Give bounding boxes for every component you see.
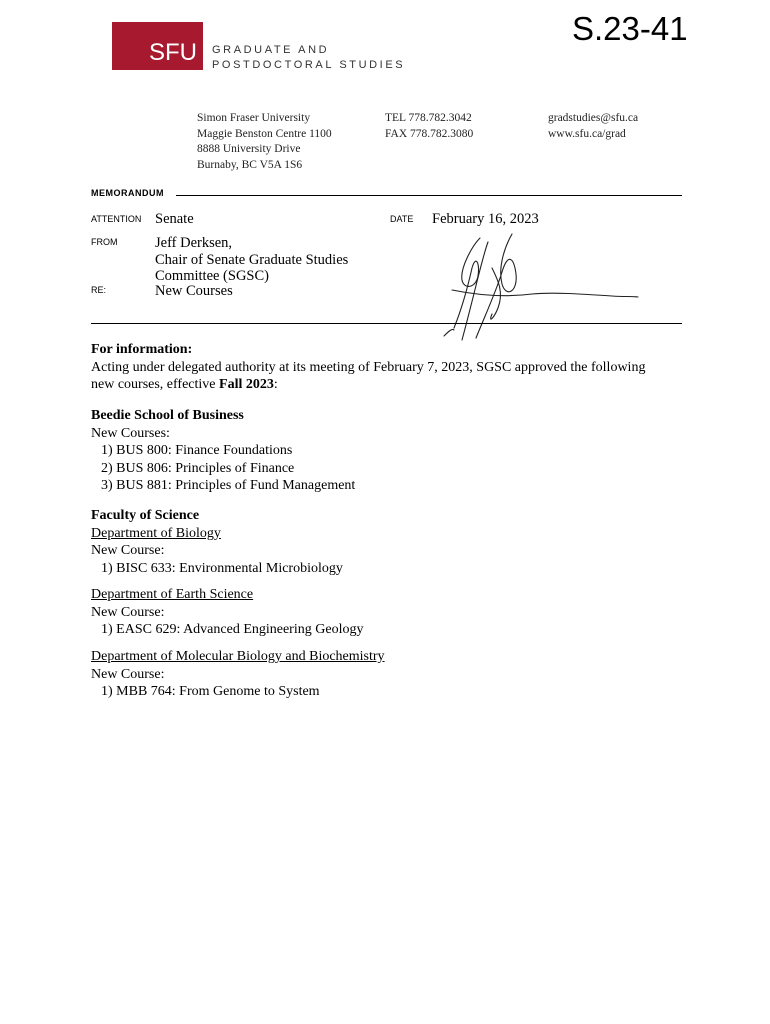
phone-block	[385, 111, 473, 142]
address-block	[197, 111, 332, 173]
intro-prefix: new courses, effective	[91, 377, 220, 392]
from-label: FROM	[91, 237, 118, 247]
course-item: 1) BISC 633: Environmental Microbiology	[101, 560, 343, 576]
address-line: Maggie Benston Centre 1100	[197, 127, 332, 140]
course-list-label: New Course:	[91, 666, 165, 682]
re-value: New Courses	[155, 283, 233, 299]
course-item: 1) BUS 800: Finance Foundations	[101, 443, 293, 458]
course-item: 3) BUS 881: Principles of Fund Management	[101, 478, 356, 493]
section-science-biology	[91, 507, 343, 577]
course-item: 2) BUS 806: Principles of Finance	[101, 460, 295, 476]
section-heading: Faculty of Science	[91, 508, 200, 523]
memo-divider	[91, 323, 682, 324]
effective-term: Fall 2023	[219, 377, 274, 392]
course-item: 1) EASC 629: Advanced Engineering Geology	[101, 622, 364, 637]
memo-title-rule	[176, 195, 682, 196]
department-heading: Department of Earth Science	[91, 587, 254, 602]
from-line: Jeff Derksen,	[155, 235, 233, 251]
address-line: Simon Fraser University	[197, 112, 311, 124]
course-list-label: New Course:	[91, 604, 165, 620]
document-number: S.23-41	[572, 10, 688, 47]
intro-line: Acting under delegated authority at its meeting of February 7, 2023, SGSC approved the following	[91, 359, 646, 375]
department-name-line2: POSTDOCTORAL STUDIES	[212, 59, 406, 71]
section-business	[91, 407, 355, 495]
address-line: 8888 University Drive	[197, 143, 301, 155]
date-label: DATE	[390, 214, 414, 224]
email-link[interactable]: gradstudies@sfu.ca	[548, 112, 639, 124]
intro-suffix: :	[273, 377, 278, 392]
phone-number: TEL 778.782.3042	[385, 112, 472, 124]
department-heading: Department of Molecular Biology and Biochemistry	[91, 649, 385, 664]
from-line: Chair of Senate Graduate Studies	[155, 251, 349, 268]
memo-title: MEMORANDUM	[91, 188, 164, 198]
course-list-label: New Courses:	[91, 425, 170, 441]
date-value: February 16, 2023	[432, 211, 539, 227]
intro-line	[91, 376, 645, 394]
re-label: RE:	[91, 285, 107, 295]
section-heading: Beedie School of Business	[91, 408, 244, 423]
section-earth-science	[91, 586, 363, 639]
memo-body	[91, 341, 645, 394]
address-line: Burnaby, BC V5A 1S6	[197, 158, 303, 171]
department-name-line1: GRADUATE AND	[212, 44, 330, 56]
contact-block	[548, 111, 638, 142]
from-value	[155, 235, 348, 285]
course-list-label: New Course:	[91, 543, 165, 558]
signature-image	[432, 228, 642, 348]
department-heading: Department of Biology	[91, 525, 221, 541]
attention-label: ATTENTION	[91, 214, 142, 224]
course-item: 1) MBB 764: From Genome to System	[101, 684, 320, 699]
website-link[interactable]: www.sfu.ca/grad	[548, 127, 626, 140]
sfu-logo-text: SFU	[149, 39, 197, 66]
fax-number: FAX 778.782.3080	[385, 127, 474, 140]
for-information-heading: For information:	[91, 342, 193, 357]
sfu-logo	[112, 22, 203, 70]
section-mbb	[91, 648, 385, 701]
from-line: Committee (SGSC)	[155, 268, 269, 284]
attention-value: Senate	[155, 211, 194, 227]
